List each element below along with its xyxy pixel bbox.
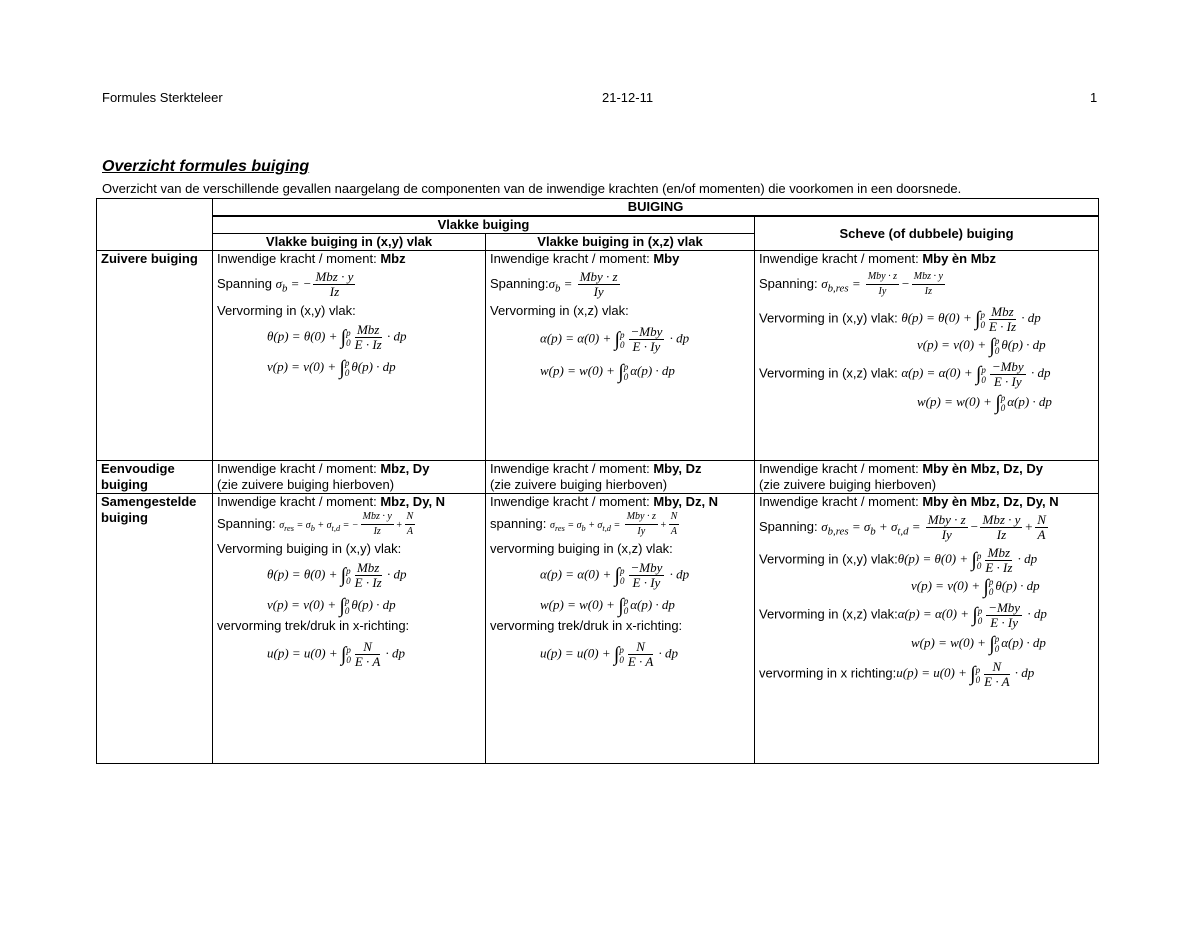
cell-zuiver-xy: Inwendige kracht / moment: Mbz Spanning $\sigma_b$ = − $\frac{\text{Mbz · y}}{Iz}$ Vervorming in (x,y) vlak: θ(p) = θ(0) + ∫ p 0 $\frac{\text{Mbz}}{E \cdot Iz}$ · dp v(p) = v(0) + ∫ p 0 θ(p) · dp <box>213 251 486 461</box>
cell-eenvoudig-xz: Inwendige kracht / moment: Mby, Dz (zie zuivere buiging hierboven) <box>486 461 755 494</box>
cell-zuiver-xz: Inwendige kracht / moment: Mby $Spanning:\sigma_b$ = $\frac{\text{Mby · z}}{Iy}$ Vervorming in (x,z) vlak: α(p) = α(0) + ∫ p 0 $\frac{\text{−Mby}}{E \cdot Iy}$ · dp w(p) = w(0) + ∫ p 0 α(p) · dp <box>486 251 755 461</box>
page-number: 1 <box>1090 90 1098 105</box>
cell-zuiver-scheef: Inwendige kracht / moment: Mby èn Mbz Spanning: $\sigma_{b,res}$ = $\frac{\text{Mby · z}}{Iy}$ − $\frac{\text{Mbz · y}}{Iz}$ Vervorming in (x,y) vlak: θ(p) = θ(0) + ∫ p 0 $\frac{\text{Mbz}}{E \cdot Iz}$ · dp v(p) = v(0) + ∫ p 0 θ(p) · dp Vervorming in (x,z) vlak: α(p) = α(0) + ∫ p 0 $\frac{\text{−Mby}}{E \cdot Iy}$ · dp w(p) = w(0) + ∫ p 0 α(p) · dp <box>755 251 1099 461</box>
header-date: 21-12-11 <box>602 90 654 105</box>
header-left: Formules Sterkteleer <box>102 90 223 105</box>
header-vlakke: Vlakke buiging <box>213 216 755 234</box>
header-vlak-xz: Vlakke buiging in (x,z) vlak <box>486 234 755 251</box>
cell-eenvoudig-xy: Inwendige kracht / moment: Mbz, Dy (zie zuivere buiging hierboven) <box>213 461 486 494</box>
corner-cell <box>97 199 213 217</box>
intro-text: Overzicht van de verschillende gevallen naargelang de componenten van de inwendige krachten (en/of momenten) die voorkomen in een doorsnede. <box>102 181 962 196</box>
row-label-samengesteld: Samengestelde buiging <box>97 494 213 764</box>
header-scheve: Scheve (of dubbele) buiging <box>755 216 1099 251</box>
cell-eenvoudig-scheef: Inwendige kracht / moment: Mby èn Mbz, Dz, Dy (zie zuivere buiging hierboven) <box>755 461 1099 494</box>
page-title: Overzicht formules buiging <box>102 158 310 175</box>
header-buiging: BUIGING <box>213 199 1099 217</box>
row-label-eenvoudig: Eenvoudige buiging <box>97 461 213 494</box>
header-vlak-xy: Vlakke buiging in (x,y) vlak <box>213 234 486 251</box>
row-label-zuiver: Zuivere buiging <box>97 251 213 461</box>
cell-samengesteld-xz: Inwendige kracht / moment: Mby, Dz, N spanning: $\sigma_{res} = \sigma_b + \sigma_{t,d}$ = $\frac{\text{Mby · z}}{Iy}$ + $\frac{N}{A}$ vervorming buiging in (x,z) vlak: α(p) = α(0) + ∫ p 0 $\frac{\text{−Mby}}{E \cdot Iy}$ · dp w(p) = w(0) + ∫ p 0 α(p) · dp vervorming trek/druk in x-richting: u(p) = u(0) + ∫ p 0 $\frac{N}{E \cdot A}$ · dp <box>486 494 755 764</box>
cell-samengesteld-scheef: Inwendige kracht / moment: Mby èn Mbz, Dz, Dy, N Spanning: $\sigma_{b,res} = \sigma_b + \sigma_{t,d}$ = $\frac{\text{Mby · z}}{Iy}$ − $\frac{\text{Mbz · y}}{Iz}$ + $\frac{N}{A}$ Vervorming in (x,y) vlak:θ(p) = θ(0) + ∫ p 0 $\frac{\text{Mbz}}{E \cdot Iz}$ · dp v(p) = v(0) + ∫ p 0 θ(p) · dp Vervorming in (x,z) vlak:α(p) = α(0) + ∫ p 0 $\frac{\text{−Mby}}{E \cdot Iy}$ · dp w(p) = w(0) + ∫ p 0 α(p) · dp vervorming in x richting:u(p) = u(0) + ∫ p 0 $\frac{N}{E \cdot A}$ · dp <box>755 494 1099 764</box>
formula-table <box>96 198 1099 764</box>
cell-samengesteld-xy: Inwendige kracht / moment: Mbz, Dy, N Spanning: $\sigma_{res} = \sigma_b + \sigma_{t,d}$ = − $\frac{\text{Mbz · y}}{Iz}$ + $\frac{N}{A}$ Vervorming buiging in (x,y) vlak: θ(p) = θ(0) + ∫ p 0 $\frac{\text{Mbz}}{E \cdot Iz}$ · dp v(p) = v(0) + ∫ p 0 θ(p) · dp vervorming trek/druk in x-richting: u(p) = u(0) + ∫ p 0 $\frac{N}{E \cdot A}$ · dp <box>213 494 486 764</box>
